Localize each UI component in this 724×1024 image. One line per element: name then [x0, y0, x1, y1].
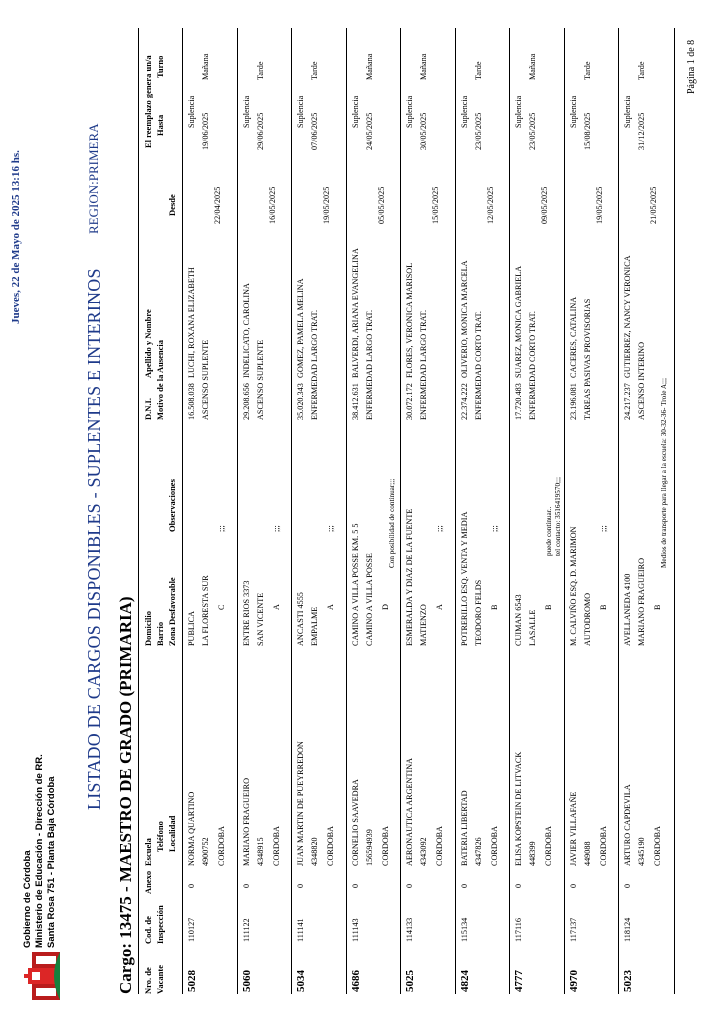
cell-nombre: CACERES, CATALINA: [568, 296, 578, 378]
cell-dni: 17.720.483: [514, 383, 523, 420]
header-rule-top: [138, 28, 139, 994]
cell-escuela: NORMA QUARTINO: [187, 791, 196, 866]
col-nro-1: Nro. de: [143, 967, 153, 994]
cell-dni: 23.196.081: [568, 383, 578, 420]
col-apellido: Apellido y Nombre: [143, 309, 153, 378]
cell-observaciones: Con posibilidad de continuar;;;: [387, 478, 396, 568]
cell-cod: 111141: [296, 918, 305, 942]
cell-desde: 16/05/2025: [267, 186, 277, 224]
cell-escuela: MARIANO FRAGUEIRO: [241, 777, 251, 866]
cell-domicilio: CUIMAN 6543: [514, 594, 523, 646]
col-telefono: Teléfono: [155, 821, 165, 852]
cell-observaciones: puede continuar..: [545, 506, 553, 556]
cell-observaciones: ;;;: [489, 525, 499, 532]
row-divider: [618, 28, 619, 994]
cell-barrio: MARIANO FRAGUEIRO: [637, 557, 646, 646]
cell-motivo: ENFERMEDAD LARGO TRAT.: [364, 309, 374, 420]
cell-cod: 115134: [459, 917, 469, 942]
cell-turno: Mañana: [364, 53, 374, 80]
col-hasta: Hasta: [155, 114, 165, 136]
cell-observaciones: ;;;: [435, 525, 444, 532]
cell-desde: 19/05/2025: [322, 186, 331, 224]
col-desde: Desde: [167, 194, 177, 216]
cell-cod: 111143: [350, 918, 360, 942]
cell-zona: D: [380, 604, 390, 610]
cell-genera: Suplencia: [514, 95, 523, 128]
cell-domicilio: PUBLICA: [187, 610, 196, 646]
cell-localidad: CORDOBA: [271, 825, 281, 866]
page-title: LISTADO DE CARGOS DISPONIBLES - SUPLENTES E INTERINOS: [84, 268, 104, 810]
cell-localidad: CORDOBA: [380, 825, 390, 866]
report-date: Jueves, 22 de Mayo de 2025 13:16 hs.: [10, 150, 22, 324]
cell-nro: 4970: [567, 970, 580, 992]
cell-dni: 22.374.222: [459, 383, 469, 420]
col-domicilio: Domicilio: [143, 611, 153, 646]
cell-domicilio: M. CALVIÑO ESQ. D. MARIMON: [568, 526, 578, 646]
cell-nro: 5028: [186, 970, 198, 992]
cell-turno: Tarde: [637, 61, 646, 80]
cell-zona: A: [326, 604, 335, 610]
cell-zona: A: [435, 604, 444, 610]
cell-escuela: CORNELIO SAAVEDRA: [350, 779, 360, 866]
region-label: REGION:PRIMERA: [86, 123, 101, 234]
col-cod-1: Cod. de: [143, 916, 153, 944]
cell-zona: B: [489, 604, 499, 610]
cell-escuela: JUAN MARTIN DE PUEYRREDON: [296, 741, 305, 866]
cell-nombre: SUAREZ, MONICA GABRIELA: [514, 265, 523, 378]
gov-line-3: Santa Rosa 751 - Planta Baja Córdoba: [46, 776, 57, 948]
cell-escuela: ARTURO CAPDEVILA: [623, 784, 632, 866]
cell-nombre: GUTIERREZ, NANCY VERONICA: [623, 255, 632, 378]
cell-dni: 30.072.172: [405, 383, 414, 420]
cell-genera: Suplencia: [405, 95, 414, 128]
cell-domicilio: AVELLANEDA 4100: [623, 573, 632, 646]
cell-hasta: 29/06/2025: [255, 112, 265, 150]
cell-domicilio: ESMERALDA Y DIAZ DE LA FUENTE: [405, 508, 414, 646]
cell-motivo: ENFERMEDAD CORTO TRAT.: [473, 311, 483, 420]
row-divider: [291, 28, 292, 994]
cell-domicilio: ANCASTI 4555: [296, 592, 305, 646]
row-divider: [237, 28, 238, 994]
cell-hasta: 23/05/2025: [473, 112, 483, 150]
cell-nombre: BALVERDI, ARIANA EVANGELINA: [350, 248, 360, 378]
cell-barrio: MATIENZO: [419, 604, 428, 646]
col-nro-2: Vacante: [155, 965, 165, 994]
cell-genera: Suplencia: [568, 95, 578, 128]
cell-localidad: CORDOBA: [544, 825, 553, 866]
col-reemplazo: El reemplazo genera un/a: [143, 55, 153, 148]
cell-observaciones: ;;;: [326, 525, 335, 532]
col-zona: Zona Desfavorable: [167, 577, 177, 646]
cell-turno: Mañana: [419, 53, 428, 80]
page-number: Página 1 de 8: [686, 39, 697, 94]
cell-anexo: 0: [405, 883, 414, 888]
cell-cod: 118124: [623, 917, 632, 942]
cell-nombre: GOMEZ, PAMELA MELINA: [296, 278, 305, 378]
cell-barrio: TEODORO FELDS: [473, 579, 483, 646]
row-divider: [346, 28, 347, 994]
cell-genera: Suplencia: [350, 95, 360, 128]
cell-nro: 4824: [458, 970, 471, 992]
cell-telefono: 4900752: [201, 837, 210, 866]
col-barrio: Barrio: [155, 621, 165, 646]
cell-domicilio: CAMINO A VILLA POSSE KM. 5 5: [350, 523, 360, 646]
cell-barrio: CAMINO A VILLA POSSE: [364, 553, 374, 646]
cell-telefono: 156594939: [364, 829, 374, 866]
table-rule-bottom: [674, 28, 675, 994]
row-divider: [564, 28, 565, 994]
col-motivo: Motivo de la Ausencia: [155, 339, 165, 420]
cell-zona: B: [653, 604, 662, 610]
cell-zona: B: [544, 604, 553, 610]
cell-escuela: JAVIER VILLAFAÑE: [568, 791, 578, 866]
cell-motivo: TAREAS PASIVAS PROVISORIAS: [582, 298, 592, 420]
cell-domicilio: POTRERILLO ESQ. VENTA Y MEDIA: [459, 511, 469, 646]
cell-nro: 5025: [404, 970, 416, 992]
cell-cod: 117137: [568, 917, 578, 942]
cell-turno: Tarde: [255, 61, 265, 80]
cell-cod: 117116: [514, 918, 523, 942]
cell-turno: Tarde: [582, 61, 592, 80]
cell-genera: Suplencia: [623, 95, 632, 128]
col-cod-2: Inspección: [155, 905, 165, 944]
cell-telefono: 448399: [528, 841, 537, 866]
cell-motivo: ENFERMEDAD LARGO TRAT.: [310, 309, 319, 420]
gov-line-2: Ministerio de Educación - Dirección de RR.: [34, 754, 45, 948]
cell-motivo: ASCENSO INTERINO: [637, 341, 646, 420]
cell-telefono: 4348915: [255, 837, 265, 866]
cell-cod: 111122: [241, 918, 251, 942]
cell-motivo: ASCENSO SUPLENTE: [201, 339, 210, 420]
cell-escuela: ELISA KOPSTEIN DE LITVACK: [514, 751, 523, 866]
cell-barrio: AUTODROMO: [582, 592, 592, 646]
cell-nro: 4777: [513, 970, 525, 992]
cell-hasta: 23/05/2025: [528, 112, 537, 150]
col-turno: Turno: [155, 55, 165, 78]
cell-motivo: ENFERMEDAD CORTO TRAT.: [528, 311, 537, 420]
cell-genera: Suplencia: [296, 95, 305, 128]
cell-motivo: ASCENSO SUPLENTE: [255, 339, 265, 420]
cell-localidad: CORDOBA: [217, 825, 226, 866]
cell-anexo: 0: [623, 883, 632, 888]
cell-nombre: FLORES, VERONICA MARISOL: [405, 262, 414, 378]
cell-localidad: CORDOBA: [489, 825, 499, 866]
cell-hasta: 15/08/2025: [582, 112, 592, 150]
cell-escuela: BATERIA LIBERTAD: [459, 790, 469, 866]
cell-turno: Tarde: [310, 61, 319, 80]
cell-anexo: 0: [350, 883, 360, 888]
cell-desde: 22/04/2025: [213, 186, 222, 224]
cell-hasta: 19/06/2025: [201, 112, 210, 150]
cell-barrio: LA FLORESTA SUR: [201, 575, 210, 646]
cell-observaciones: ;;;: [598, 525, 608, 532]
row-divider: [455, 28, 456, 994]
cell-turno: Tarde: [473, 61, 483, 80]
cell-desde: 05/05/2025: [376, 186, 386, 224]
cell-localidad: CORDOBA: [653, 825, 662, 866]
row-divider: [509, 28, 510, 994]
cell-escuela: AERONAUTICA ARGENTINA: [405, 757, 414, 866]
cell-localidad: CORDOBA: [326, 825, 335, 866]
cell-hasta: 07/06/2025: [310, 112, 319, 150]
cell-observaciones: Medios de transporte para llegar a la escuela: 30-32-36- Trole A;;;: [660, 377, 668, 568]
col-dni: D.N.I.: [143, 398, 153, 420]
cell-barrio: EMPALME: [310, 606, 319, 646]
cell-anexo: 0: [241, 883, 251, 888]
cell-dni: 16.508.038: [187, 383, 196, 420]
cell-cod: 110127: [187, 917, 196, 942]
cell-nombre: OLIVERIO, MONICA MARCELA: [459, 260, 469, 378]
cargo-title: Cargo: 13475 - MAESTRO DE GRADO (PRIMARIA): [116, 596, 135, 994]
cell-turno: Mañana: [528, 53, 537, 80]
cell-nro: 4686: [349, 970, 362, 992]
row-divider: [182, 28, 183, 994]
cell-telefono: 4348820: [310, 837, 319, 866]
cell-observaciones: ;;;: [271, 525, 281, 532]
gov-line-1: Gobierno de Córdoba: [22, 850, 33, 948]
cell-observaciones: ;;;: [217, 525, 226, 532]
cell-cod: 114133: [405, 917, 414, 942]
cell-motivo: ENFERMEDAD LARGO TRAT.: [419, 309, 428, 420]
cell-barrio: LASALLE: [528, 609, 537, 646]
row-divider: [400, 28, 401, 994]
cell-genera: Suplencia: [241, 95, 251, 128]
cell-observaciones-2: tel contacto: 3516419570;;;: [554, 476, 562, 556]
col-observaciones: Observaciones: [167, 479, 177, 532]
cell-telefono: 4345190: [637, 837, 646, 866]
cell-hasta: 30/05/2025: [419, 112, 428, 150]
cell-nombre: LUCHI, ROXANA ELIZABETH: [187, 267, 196, 378]
cell-anexo: 0: [187, 883, 196, 888]
cell-telefono: 4343092: [419, 837, 428, 866]
cell-nro: 5060: [240, 970, 253, 992]
cell-anexo: 0: [568, 883, 578, 888]
cell-nombre: INDELICATO, CAROLINA: [241, 283, 251, 378]
cell-hasta: 24/05/2025: [364, 112, 374, 150]
cell-desde: 19/05/2025: [594, 186, 604, 224]
cell-domicilio: ENTRE RIOS 3373: [241, 580, 251, 646]
cell-telefono: 449088: [582, 841, 592, 866]
cell-dni: 35.020.343: [296, 383, 305, 420]
cell-desde: 09/05/2025: [540, 186, 549, 224]
cell-hasta: 31/12/2025: [637, 112, 646, 150]
col-escuela: Escuela: [143, 838, 153, 866]
cell-localidad: CORDOBA: [435, 825, 444, 866]
col-anexo: Anexo: [143, 870, 153, 894]
cell-turno: Mañana: [201, 53, 210, 80]
cell-telefono: 4347826: [473, 837, 483, 866]
government-logo-icon: [22, 950, 62, 1002]
cell-zona: C: [217, 604, 226, 610]
cell-genera: Suplencia: [459, 95, 469, 128]
cell-dni: 29.208.656: [241, 383, 251, 420]
cell-desde: 15/05/2025: [431, 186, 440, 224]
cell-localidad: CORDOBA: [598, 825, 608, 866]
cell-anexo: 0: [514, 883, 523, 888]
cell-zona: B: [598, 604, 608, 610]
cell-anexo: 0: [459, 883, 469, 888]
cell-barrio: SAN VICENTE: [255, 592, 265, 646]
cell-desde: 12/05/2025: [485, 186, 495, 224]
cell-dni: 24.217.237: [623, 383, 632, 420]
cell-desde: 21/05/2025: [649, 186, 658, 224]
cell-zona: A: [271, 604, 281, 610]
cell-dni: 38.412.631: [350, 383, 360, 420]
cell-genera: Suplencia: [187, 95, 196, 128]
cell-nro: 5034: [295, 970, 307, 992]
col-localidad: Localidad: [167, 815, 177, 852]
cell-nro: 5023: [622, 970, 634, 992]
cell-anexo: 0: [296, 883, 305, 888]
